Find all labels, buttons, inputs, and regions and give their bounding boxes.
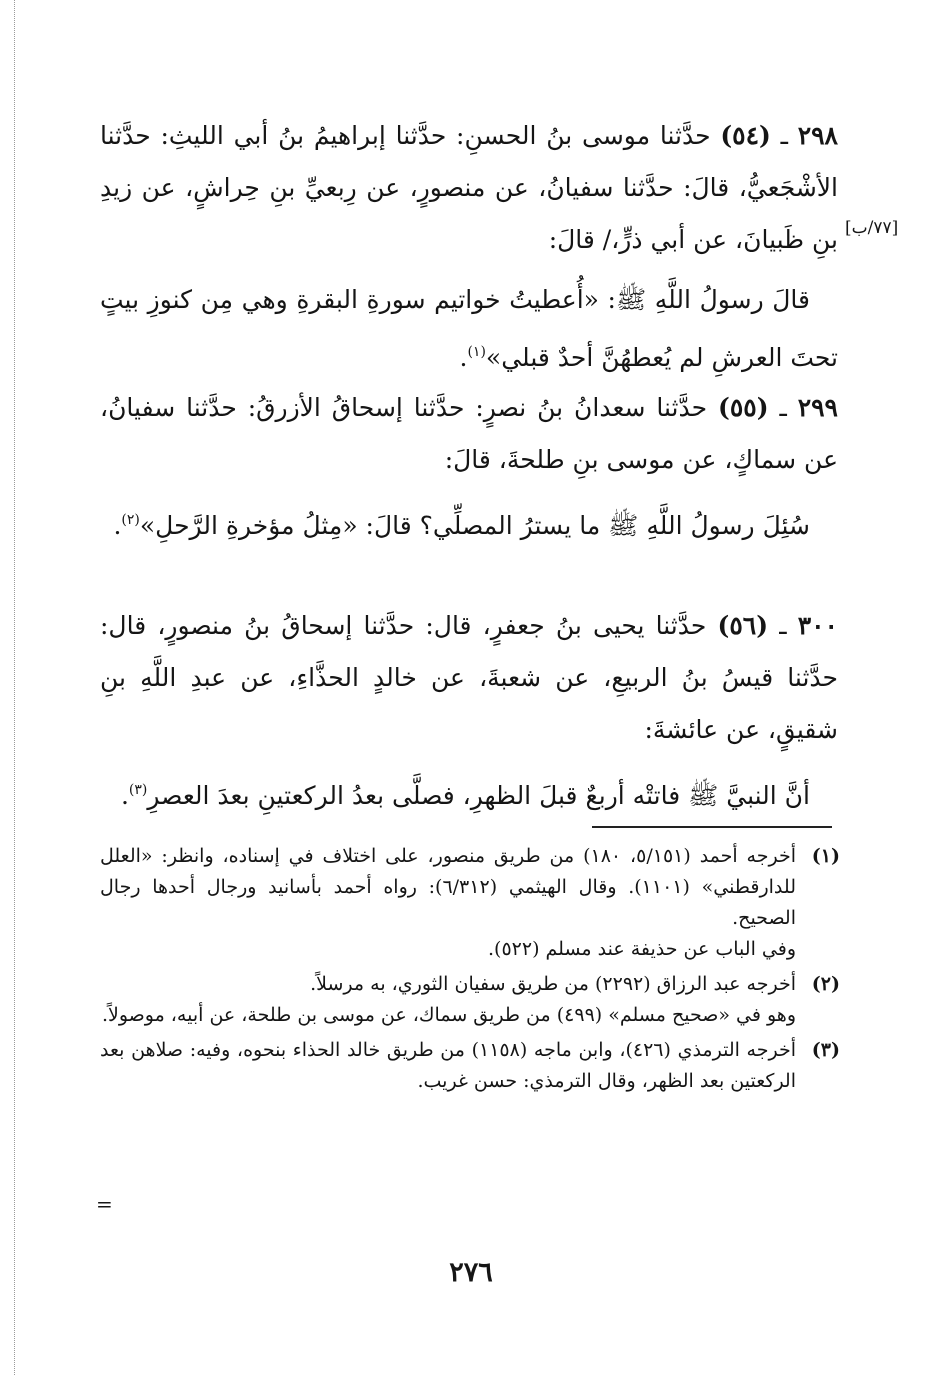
footnote-number: (١): [811, 845, 840, 867]
number-dash: ـ: [768, 393, 798, 422]
hadith-300: [100, 600, 838, 822]
isnad-text: حدَّثنا سعدانُ بنُ نصرٍ: حدَّثنا إسحاقُ الأزرقُ: حدَّثنا سفيانُ، عن سماكٍ، عن موسى بنِ طلحةَ، قالَ:: [100, 393, 838, 474]
hadith-299-matn: [100, 494, 838, 552]
footnote-reference[interactable]: (٣): [128, 782, 148, 798]
footnote-line: أخرجه أحمد (٥/١٥١، ١٨٠) من طريق منصور، على اختلاف في إسناده، وانظر: «العلل للدارقطني» (١١٠١). وقال الهيثمي (٦/٣١٢): رواه أحمد بأسانيد ورجال أحدها رجال الصحيح.: [100, 845, 797, 929]
hadith-300-matn: [100, 764, 838, 822]
number-dash: ـ: [768, 611, 798, 640]
footnotes: [100, 841, 840, 1097]
isnad-text: حدَّثنا موسى بنُ الحسنِ: حدَّثنا إبراهيمُ بنُ أبي الليثِ: حدَّثنا الأشْجَعيُّ، قالَ: حدَّثنا سفيانُ، عن منصورٍ، عن رِبعيِّ بنِ حِراشٍ، عن زيدِ بنِ ظَبيانَ، عن أبي ذرٍّ،/ قالَ:: [100, 121, 838, 254]
hadith-298: [100, 110, 838, 384]
number-dash: ـ: [770, 121, 798, 150]
hadith-298-matn: [100, 274, 838, 384]
footnote-number: (٢): [811, 973, 840, 995]
scan-edge-line: [14, 0, 15, 1375]
footnote-2: [100, 969, 840, 1031]
footnote-line: وهو في «صحيح مسلم» (٤٩٩) من طريق سماك، عن موسى بن طلحة، عن أبيه، موصولاً.: [101, 1004, 796, 1026]
manuscript-folio-reference: [٧٧/ب]: [845, 218, 899, 238]
footnote-line: أخرجه الترمذي (٤٢٦)، وابن ماجه (١١٥٨) من طريق خالد الحذاء بنحوه، وفيه: صلاهن بعد الركعتين بعد الظهر، وقال الترمذي: حسن غريب.: [100, 1039, 796, 1092]
hadith-number: ٢٩٨: [797, 121, 838, 150]
hadith-298-isnad: [100, 110, 838, 266]
hadith-299-isnad: [100, 382, 838, 486]
footnote-number: (٣): [811, 1039, 840, 1061]
hadith-subnumber: (٥٦): [717, 611, 769, 640]
footnote-reference[interactable]: (٢): [121, 512, 140, 528]
footnote-3: [100, 1035, 840, 1097]
hadith-subnumber: (٥٤): [720, 121, 771, 150]
sentence-end: .: [113, 511, 122, 540]
hadith-subnumber: (٥٥): [718, 393, 769, 422]
footnote-reference[interactable]: (١): [467, 344, 486, 360]
hadith-number: ٣٠٠: [797, 611, 838, 640]
hadith-299: [100, 382, 838, 552]
sentence-end: .: [459, 343, 468, 372]
matn-text: سُئِلَ رسولُ اللَّهِ ﷺ ما يسترُ المصلِّي؟ قالَ: «مِثلُ مؤخرةِ الرَّحلِ»: [139, 511, 810, 540]
sentence-end: .: [120, 781, 129, 810]
isnad-text: حدَّثنا يحيى بنُ جعفرٍ، قال: حدَّثنا إسحاقُ بنُ منصورٍ، قال: حدَّثنا قيسُ بنُ الربيعِ، عن شعبةَ، عن خالدٍ الحذَّاءِ، عن عبدِ اللَّهِ بنِ شقيقٍ، عن عائشةَ:: [100, 611, 838, 744]
hadith-number: ٢٩٩: [797, 393, 838, 422]
footnote-line: وفي الباب عن حذيفة عند مسلم (٥٢٢).: [487, 938, 796, 960]
footnote-separator: [592, 826, 832, 828]
matn-text: قالَ رسولُ اللَّهِ ﷺ: «أُعطيتُ خواتيم سورةِ البقرةِ وهي مِن كنوزِ بيتٍ تحتَ العرشِ لم يُعطهُنَّ أحدٌ قبلي»: [100, 285, 838, 372]
hadith-300-isnad: [100, 600, 838, 756]
continuation-mark: =: [96, 1192, 113, 1216]
footnote-1: [100, 841, 840, 965]
page-number: ٢٧٦: [449, 1257, 493, 1288]
footnote-line: أخرجه عبد الرزاق (٢٢٩٢) من طريق سفيان الثوري، به مرسلاً.: [310, 973, 796, 995]
matn-text: أنَّ النبيَّ ﷺ فاتتْه أربعٌ قبلَ الظهرِ، فصلَّى بعدُ الركعتينِ بعدَ العصرِ: [147, 781, 810, 810]
